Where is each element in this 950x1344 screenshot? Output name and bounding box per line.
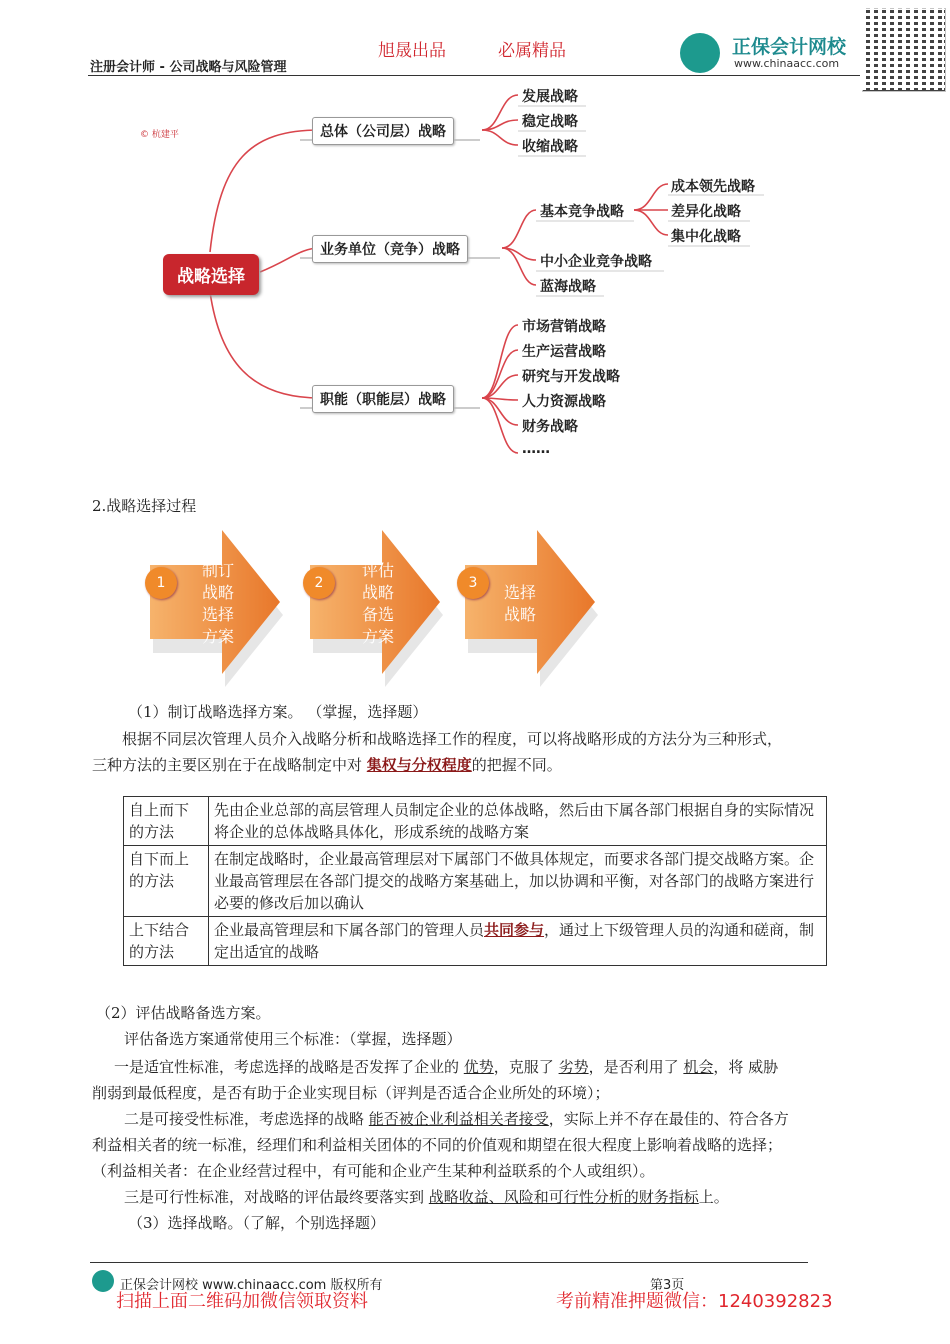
paragraph: 利益相关者的统一标准，经理们和利益相关团体的不同的价值观和期望在很大程度上影响着战略的选择； [92,1136,783,1154]
footer-divider [90,1262,808,1263]
logo-title: 正保会计网校 [732,36,847,58]
paragraph: 评估备选方案通常使用三个标准：（掌握，选择题） [124,1030,462,1048]
methods-table [123,796,827,966]
footer-copyright: 正保会计网校 www.chinaacc.com 版权所有 [120,1278,383,1293]
mindmap-branch-business: 业务单位（竞争）战略 [312,235,468,263]
logo-url: www.chinaacc.com [734,57,840,70]
method-desc: 企业最高管理层和下属各部门的管理人员共同参与，通过上下级管理人员的沟通和磋商，制定出适宜的战略 [209,917,827,966]
paragraph: 削弱到最低程度，是否有助于企业实现目标（评判是否适合企业所处的环境）； [92,1084,610,1102]
mindmap-leaf: 差异化战略 [671,204,741,220]
mindmap-watermark: © 杭建平 [140,130,179,140]
chinaacc-logo-icon [680,33,720,73]
method-desc: 先由企业总部的高层管理人员制定企业的总体战略，然后由下属各部门根据自身的实际情况将企业的总体战略具体化，形成系统的战略方案 [209,797,827,846]
key-term: 共同参与 [484,921,545,939]
mindmap-leaf: 人力资源战略 [522,394,606,410]
step-label: 评估 战略 备选 方案 [361,561,394,646]
mindmap-leaf: 中小企业竞争战略 [540,254,652,270]
subsection-title: （1）制订战略选择方案。 （掌握，选择题） [128,703,428,721]
mindmap-leaf: 市场营销战略 [522,319,606,335]
mindmap-leaf: 研究与开发战略 [522,369,620,385]
key-term: 集权与分权程度 [366,756,472,774]
header-slogan-right: 必属精品 [498,41,566,61]
mindmap-leaf: …… [522,441,550,457]
table-row [124,797,827,846]
table-row [124,917,827,966]
step-label: 制订 战略 选择 方案 [201,561,234,646]
paragraph: 根据不同层次管理人员介入战略分析和战略选择工作的程度，可以将战略形成的方法分为三种形式， [122,730,783,748]
mindmap-leaf: 蓝海战略 [540,279,596,295]
qr-code-pattern [862,8,944,90]
paragraph: 三种方法的主要区别在于在战略制定中对 集权与分权程度的把握不同。 [92,756,562,774]
mindmap-branch-functional: 职能（职能层）战略 [312,385,454,413]
paragraph: 一是适宜性标准，考虑选择的战略是否发挥了企业的 优势，克服了 劣势，是否利用了 机会，将 威胁 [114,1058,779,1076]
method-name: 自下而上的方法 [124,846,209,917]
document-header-title: 注册会计师 - 公司战略与风险管理 [90,60,287,75]
step-number: 1 [145,567,177,599]
paragraph: （利益相关者：在企业经营过程中，有可能和企业产生某种利益联系的个人或组织）。 [92,1162,655,1180]
mindmap-leaf: 生产运营战略 [522,344,606,360]
header-slogan-left: 旭晟出品 [378,41,446,61]
header-divider [88,75,860,76]
mindmap-branch-corporate: 总体（公司层）战略 [312,117,454,145]
mindmap-leaf: 发展战略 [522,89,578,105]
mindmap-leaf: 稳定战略 [522,114,578,130]
mindmap-leaf: 收缩战略 [522,139,578,155]
paragraph: 二是可接受性标准，考虑选择的战略 能否被企业利益相关者接受，实际上并不存在最佳的、符合各方 [124,1110,789,1128]
subsection-title: （2）评估战略备选方案。 [96,1004,271,1022]
step-number: 2 [303,567,335,599]
footer-promo-left: 扫描上面二维码加微信领取资料 [116,1291,368,1312]
subsection-title: （3）选择战略。（了解，个别选择题） [128,1214,386,1232]
method-name: 上下结合的方法 [124,917,209,966]
mindmap-leaf: 集中化战略 [671,229,741,245]
method-name: 自上而下的方法 [124,797,209,846]
footer-promo-right: 考前精准押题微信：1240392823 [556,1291,833,1312]
step-number: 3 [457,567,489,599]
mindmap-leaf: 成本领先战略 [671,179,755,195]
table-row [124,846,827,917]
page-number: 第3页 [650,1278,685,1293]
mindmap-root: 战略选择 [163,254,259,295]
step-label: 选择 战略 [503,583,536,624]
method-desc: 在制定战略时，企业最高管理层对下属部门不做具体规定，而要求各部门提交战略方案。企业最高管理层在各部门提交的战略方案基础上，加以协调和平衡，对各部门的战略方案进行必要的修改后加以确认 [209,846,827,917]
section-title: 2.战略选择过程 [92,497,197,515]
mindmap-leaf: 财务战略 [522,419,578,435]
footer-logo-icon [92,1270,114,1292]
mindmap-leaf: 基本竞争战略 [540,204,624,220]
paragraph: 三是可行性标准，对战略的评估最终要落实到 战略收益、风险和可行性分析的财务指标上。 [124,1188,729,1206]
